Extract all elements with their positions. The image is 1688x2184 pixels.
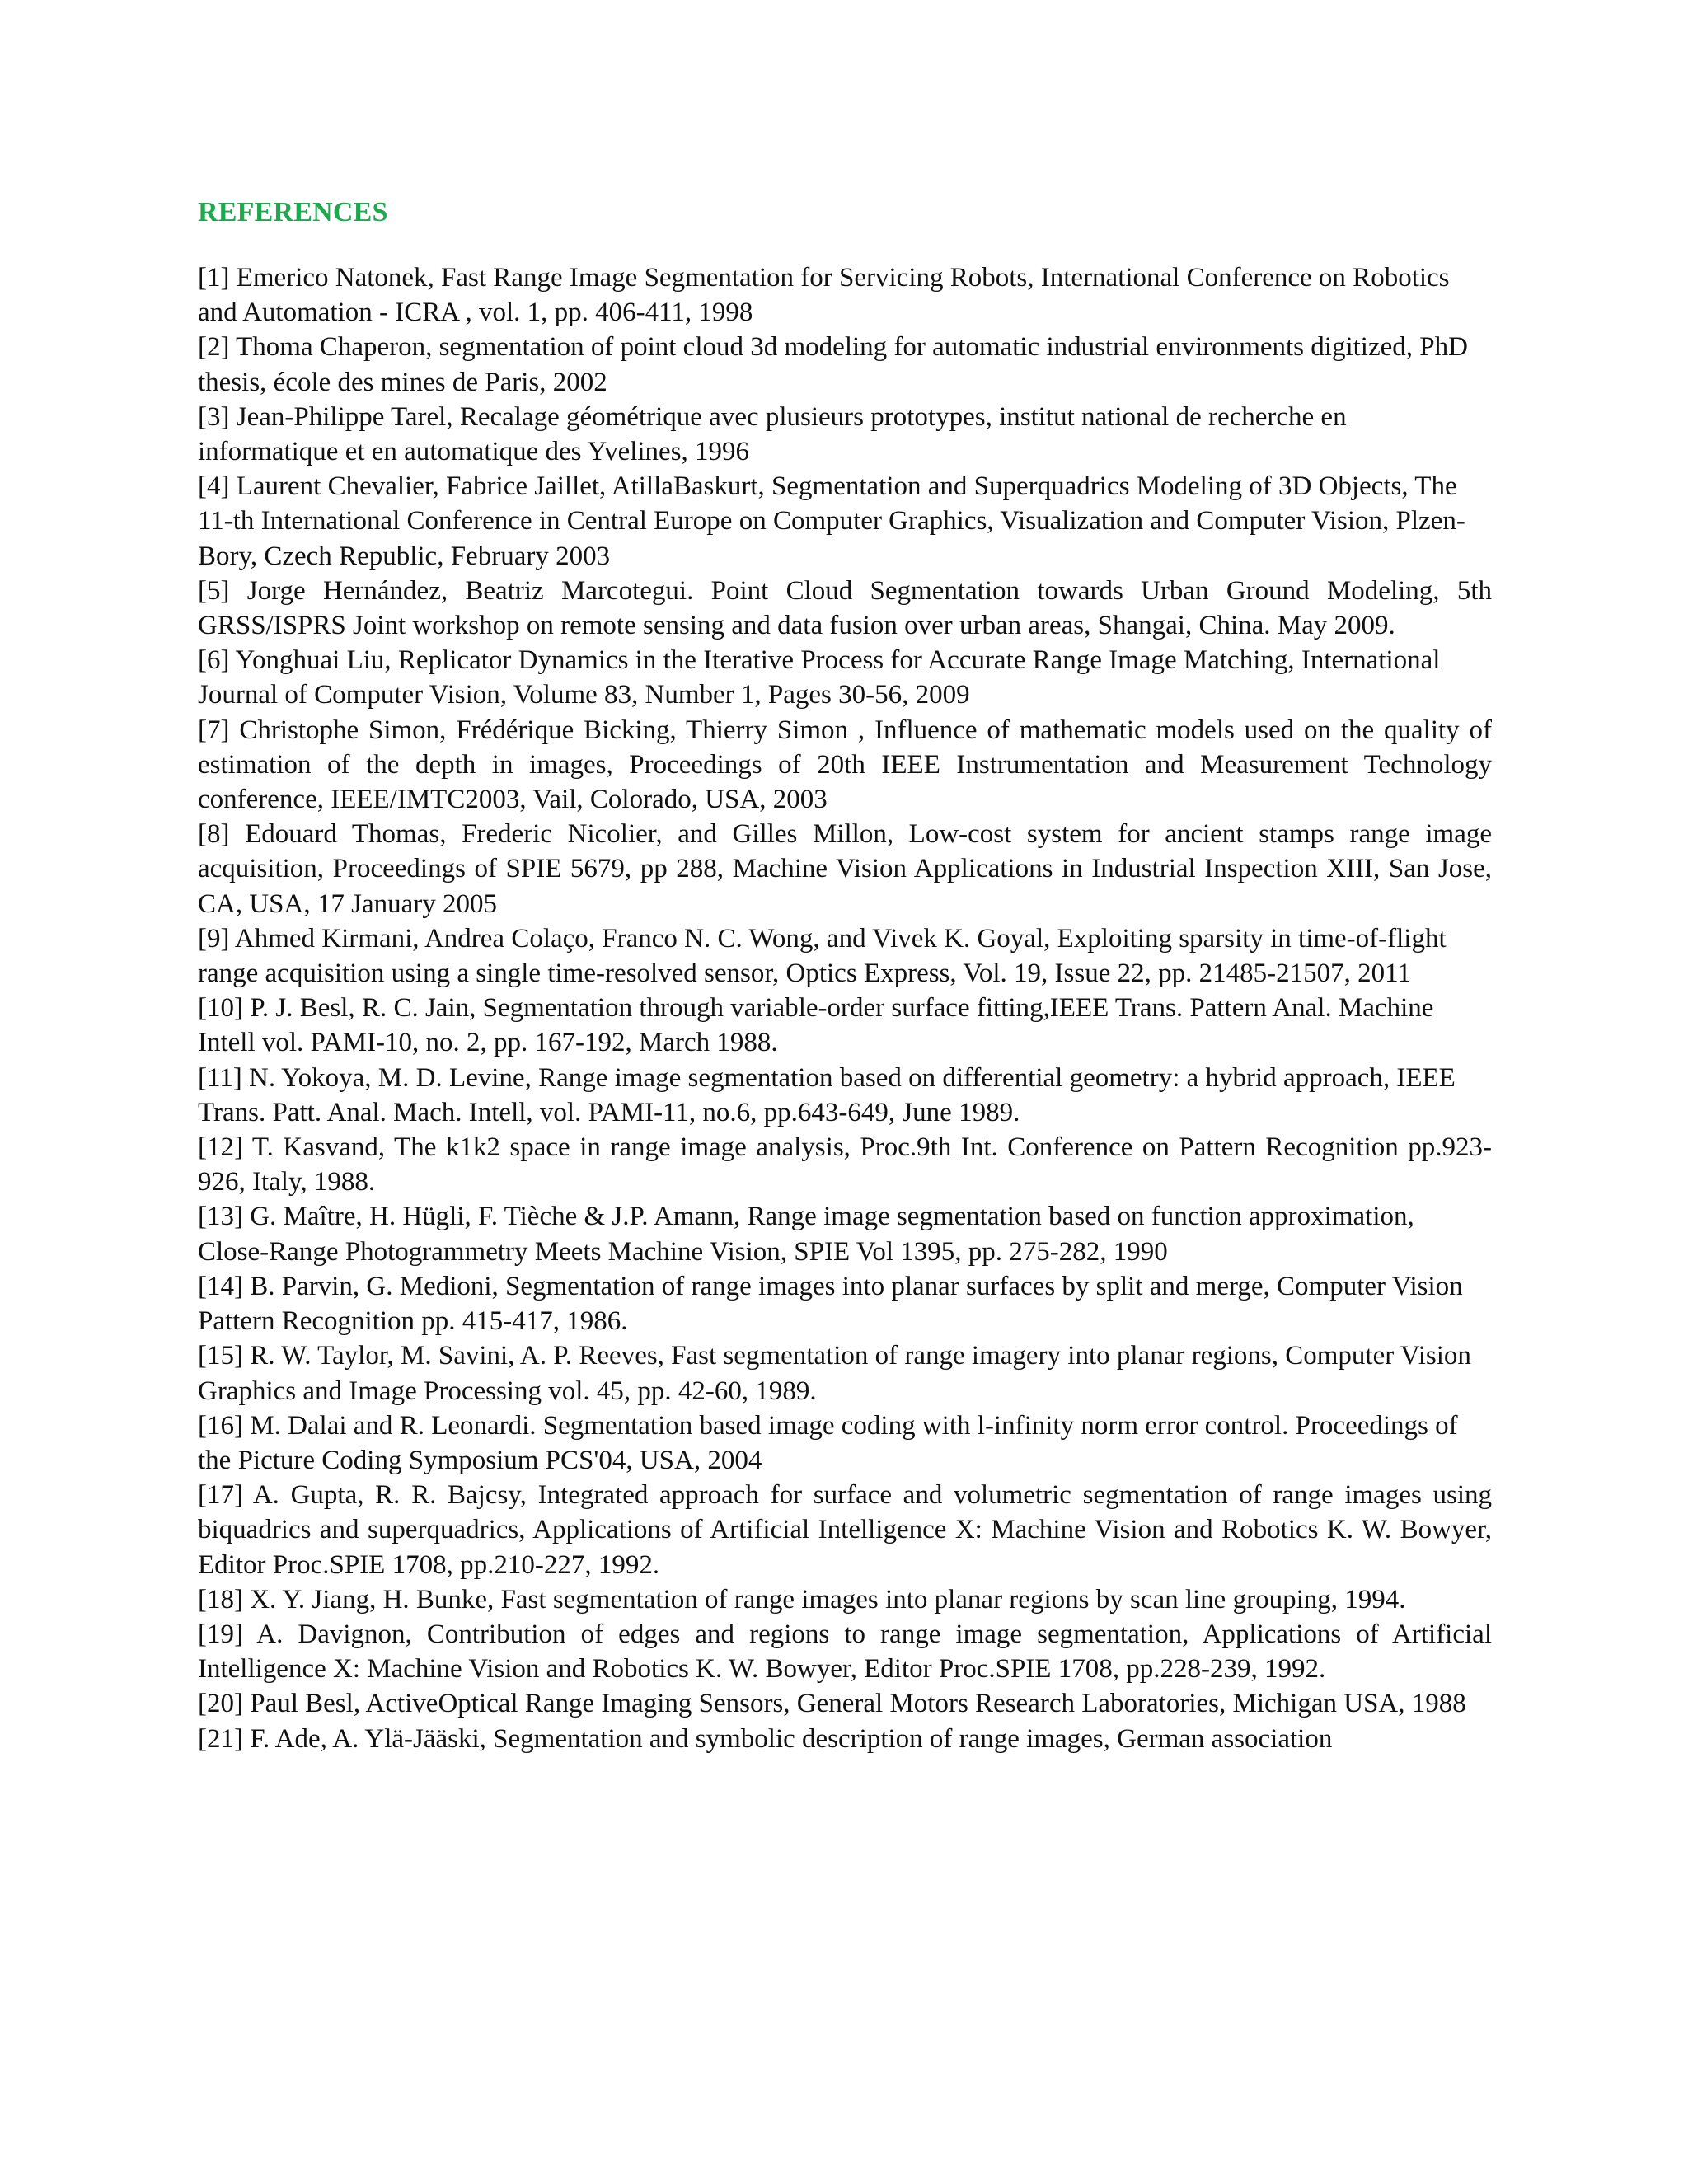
reference-item: [4] Laurent Chevalier, Fabrice Jaillet, AtillaBaskurt, Segmentation and Superquadrics Modeling of 3D Objects, The 11-th International Conference in Central Europe on Computer Graphics, Visualization and Computer Vision, Plzen-Bory, Czech Republic, February 2003 (198, 471, 1465, 571)
reference-item: [12] T. Kasvand, The k1k2 space in range image analysis, Proc.9th Int. Conference on Pattern Recognition pp.923-926, Italy, 1988. (198, 1132, 1492, 1197)
reference-item: [18] X. Y. Jiang, H. Bunke, Fast segmentation of range images into planar regions by scan line grouping, 1994. (198, 1584, 1406, 1615)
reference-item: [1] Emerico Natonek, Fast Range Image Segmentation for Servicing Robots, International Conference on Robotics and Automation - ICRA , vol. 1, pp. 406-411, 1998 (198, 263, 1450, 328)
reference-item: [9] Ahmed Kirmani, Andrea Colaço, Franco N. C. Wong, and Vivek K. Goyal, Exploiting sparsity in time-of-flight range acquisition using a single time-resolved sensor, Optics Express, Vol. 19, Issue 22, pp. 21485-21507, 2011 (198, 923, 1447, 989)
reference-item: [20] Paul Besl, ActiveOptical Range Imaging Sensors, General Motors Research Laboratories, Michigan USA, 1988 (198, 1689, 1466, 1719)
reference-item: [17] A. Gupta, R. R. Bajcsy, Integrated approach for surface and volumetric segmentation of range images using biquadrics and superquadrics, Applications of Artificial Intelligence X: Machine Vision and Robotics K. W. Bowyer, Editor Proc.SPIE 1708, pp.210-227, 1992. (198, 1480, 1492, 1580)
reference-item: [16] M. Dalai and R. Leonardi. Segmentation based image coding with l-infinity norm error control. Proceedings of the Picture Coding Symposium PCS'04, USA, 2004 (198, 1410, 1458, 1475)
reference-item: [19] A. Davignon, Contribution of edges and regions to range image segmentation, Applications of Artificial Intelligence X: Machine Vision and Robotics K. W. Bowyer, Editor Proc.SPIE 1708, pp.228-239, 1992. (198, 1619, 1492, 1685)
reference-item: [3] Jean-Philippe Tarel, Recalage géométrique avec plusieurs prototypes, institut national de recherche en informatique et en automatique des Yvelines, 1996 (198, 401, 1347, 467)
reference-item: [13] G. Maître, H. Hügli, F. Tièche & J.P. Amann, Range image segmentation based on function approximation, Close-Range Photogrammetry Meets Machine Vision, SPIE Vol 1395, pp. 275-282, 1990 (198, 1202, 1414, 1267)
reference-item: [5] Jorge Hernández, Beatriz Marcotegui. Point Cloud Segmentation towards Urban Ground Modeling, 5th GRSS/ISPRS Joint workshop on remote sensing and data fusion over urban areas, Shangai, China. May 2009. (198, 575, 1492, 641)
reference-item: [14] B. Parvin, G. Medioni, Segmentation of range images into planar surfaces by split and merge, Computer Vision Pattern Recognition pp. 415-417, 1986. (198, 1271, 1463, 1337)
reference-item: [8] Edouard Thomas, Frederic Nicolier, and Gilles Millon, Low-cost system for ancient stamps range image acquisition, Proceedings of SPIE 5679, pp 288, Machine Vision Applications in Industrial Inspection XIII, San Jose, CA, USA, 17 January 2005 (198, 819, 1492, 919)
reference-item: [21] F. Ade, A. Ylä-Jääski, Segmentation and symbolic description of range images, German association (198, 1723, 1333, 1754)
reference-item: [10] P. J. Besl, R. C. Jain, Segmentation through variable-order surface fitting,IEEE Trans. Pattern Anal. Machine Intell vol. PAMI-10, no. 2, pp. 167-192, March 1988. (198, 993, 1434, 1058)
reference-item: [2] Thoma Chaperon, segmentation of point cloud 3d modeling for automatic industrial environments digitized, PhD thesis, école des mines de Paris, 2002 (198, 332, 1468, 397)
references-section (198, 196, 1492, 1756)
reference-item: [7] Christophe Simon, Frédérique Bicking, Thierry Simon , Influence of mathematic models used on the quality of estimation of the depth in images, Proceedings of 20th IEEE Instrumentation and Measurement Technology conference, IEEE/IMTC2003, Vail, Colorado, USA, 2003 (198, 715, 1492, 815)
reference-item: [6] Yonghuai Liu, Replicator Dynamics in the Iterative Process for Accurate Range Image Matching, International Journal of Computer Vision, Volume 83, Number 1, Pages 30-56, 2009 (198, 645, 1441, 710)
reference-item: [11] N. Yokoya, M. D. Levine, Range image segmentation based on differential geometry: a hybrid approach, IEEE Trans. Patt. Anal. Mach. Intell, vol. PAMI-11, no.6, pp.643-649, June 1989. (198, 1062, 1456, 1127)
reference-list (198, 260, 1492, 1756)
reference-item: [15] R. W. Taylor, M. Savini, A. P. Reeves, Fast segmentation of range imagery into planar regions, Computer Vision Graphics and Image Processing vol. 45, pp. 42-60, 1989. (198, 1341, 1471, 1406)
section-heading: REFERENCES (198, 197, 388, 227)
